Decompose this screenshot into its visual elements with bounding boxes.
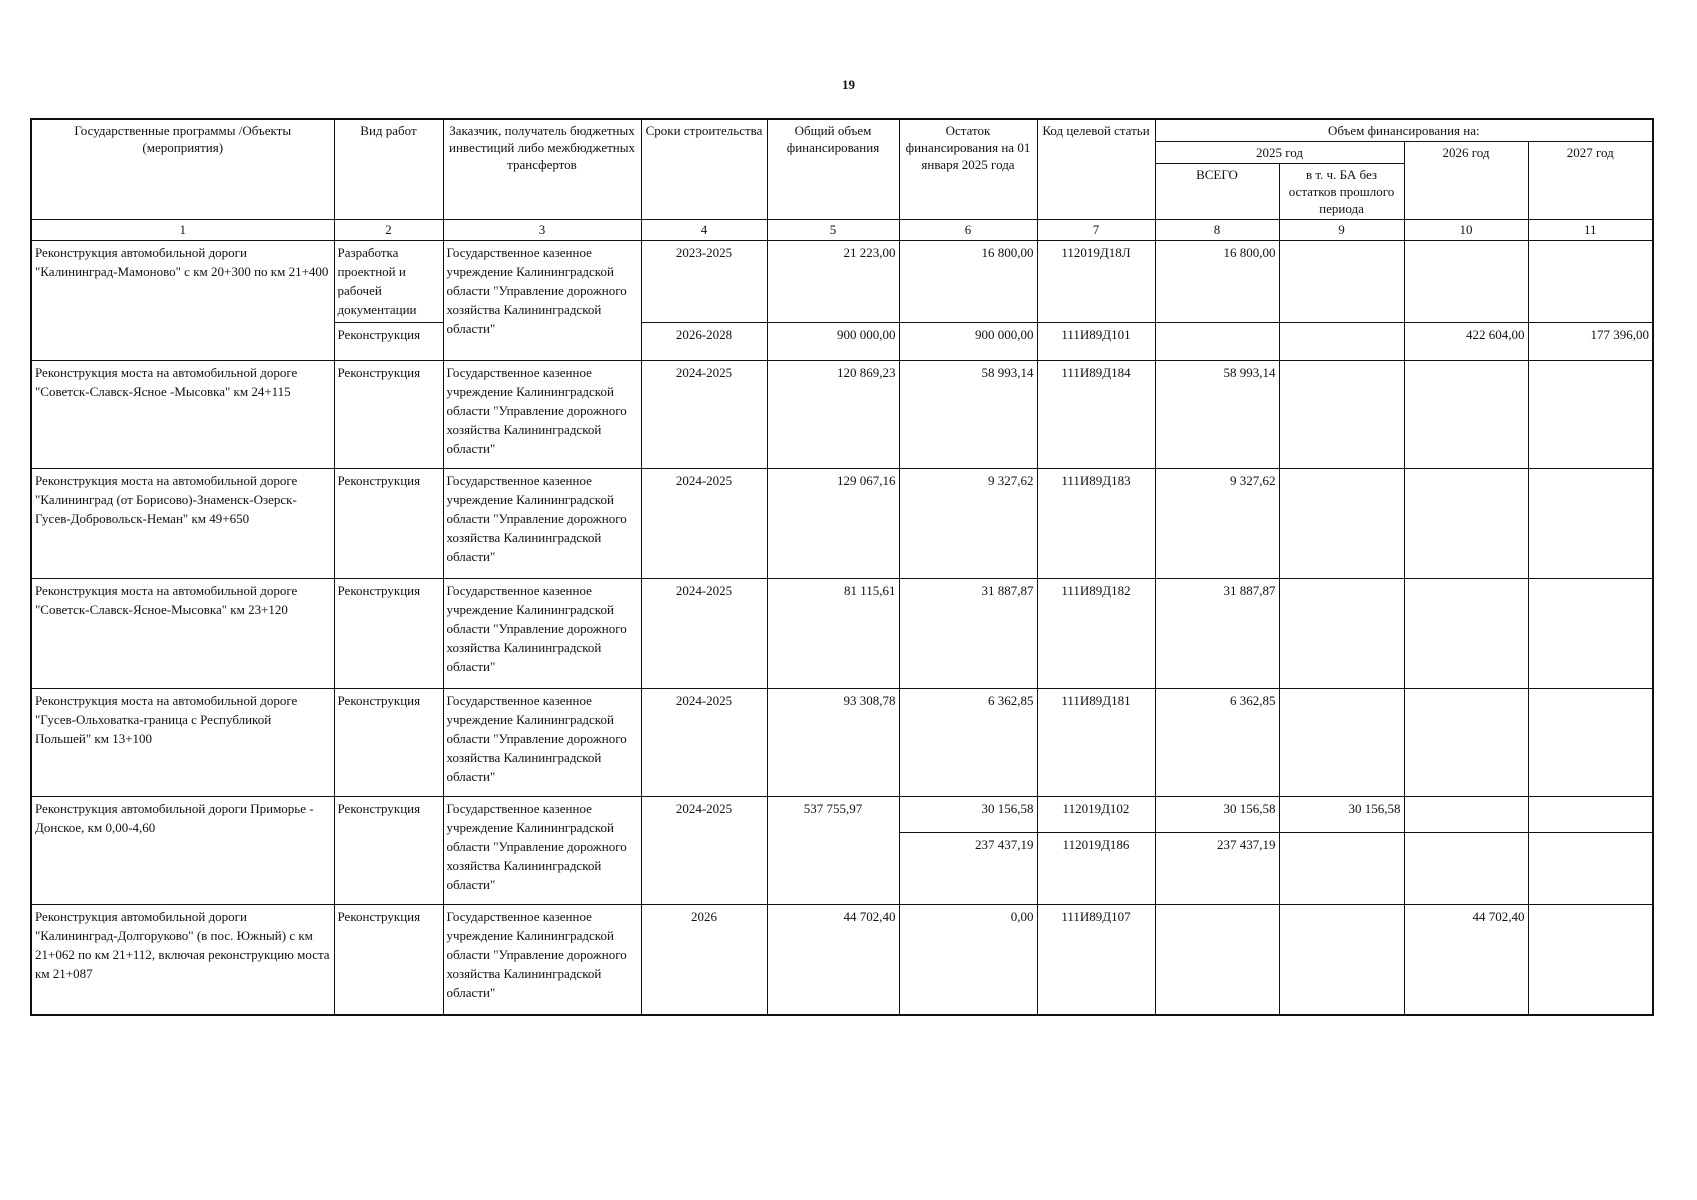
terms: 2024-2025 (641, 797, 767, 905)
work-type: Реконструкция (334, 579, 443, 689)
y2026 (1404, 797, 1528, 833)
y2025-total: 31 887,87 (1155, 579, 1279, 689)
header-funding-volume: Объем финансирования на: (1155, 119, 1653, 142)
customer-name: Государственное казенное учреждение Калининградской области "Управление дорожного хозяйства Калининградской области" (443, 469, 641, 579)
customer-name: Государственное казенное учреждение Калининградской области "Управление дорожного хозяйства Калининградской области" (443, 241, 641, 361)
remainder: 900 000,00 (899, 323, 1037, 361)
y2025-ba (1279, 579, 1404, 689)
y2025-ba: 30 156,58 (1279, 797, 1404, 833)
header-total: ВСЕГО (1155, 164, 1279, 220)
target-code: 111И89Д183 (1037, 469, 1155, 579)
column-number: 11 (1528, 220, 1653, 241)
object-name: Реконструкция автомобильной дороги "Калининград-Долгоруково" (в пос. Южный) с км 21+062 по км 21+112, включая реконструкцию моста км 21+087 (31, 905, 334, 1015)
target-code: 111И89Д101 (1037, 323, 1155, 361)
y2027 (1528, 797, 1653, 833)
object-name: Реконструкция автомобильной дороги Приморье - Донское, км 0,00-4,60 (31, 797, 334, 905)
y2025-ba (1279, 833, 1404, 905)
header-incl-ba: в т. ч. БА без остатков прошлого периода (1279, 164, 1404, 220)
target-code: 111И89Д181 (1037, 689, 1155, 797)
header-year-2025: 2025 год (1155, 142, 1404, 164)
y2026 (1404, 833, 1528, 905)
y2027 (1528, 241, 1653, 323)
total-volume: 21 223,00 (767, 241, 899, 323)
column-number: 10 (1404, 220, 1528, 241)
total-volume: 93 308,78 (767, 689, 899, 797)
y2025-total: 30 156,58 (1155, 797, 1279, 833)
column-number: 8 (1155, 220, 1279, 241)
terms: 2024-2025 (641, 689, 767, 797)
y2025-ba (1279, 689, 1404, 797)
header-total-volume: Общий объем финансирования (767, 119, 899, 220)
y2025-ba (1279, 469, 1404, 579)
remainder: 9 327,62 (899, 469, 1037, 579)
y2025-ba (1279, 323, 1404, 361)
object-name: Реконструкция моста на автомобильной дороге "Калининград (от Борисово)-Знаменск-Озерск-Гусев-Добровольск-Неман" км 49+650 (31, 469, 334, 579)
header-year-2027: 2027 год (1528, 142, 1653, 220)
header-remainder: Остаток финансирования на 01 января 2025 года (899, 119, 1037, 220)
table-row (31, 469, 1653, 579)
table-row (31, 689, 1653, 797)
remainder: 30 156,58 (899, 797, 1037, 833)
column-number: 9 (1279, 220, 1404, 241)
y2025-ba (1279, 905, 1404, 1015)
y2026 (1404, 469, 1528, 579)
header-target-code: Код целевой статьи (1037, 119, 1155, 220)
y2026 (1404, 689, 1528, 797)
y2025-total (1155, 905, 1279, 1015)
work-type: Реконструкция (334, 689, 443, 797)
total-volume: 120 869,23 (767, 361, 899, 469)
terms: 2023-2025 (641, 241, 767, 323)
terms: 2024-2025 (641, 579, 767, 689)
terms: 2026-2028 (641, 323, 767, 361)
column-numbers-row (31, 220, 1653, 241)
work-type: Разработка проектной и рабочей документации (334, 241, 443, 323)
total-volume: 81 115,61 (767, 579, 899, 689)
y2027: 177 396,00 (1528, 323, 1653, 361)
y2025-total: 16 800,00 (1155, 241, 1279, 323)
terms: 2026 (641, 905, 767, 1015)
header-work-type: Вид работ (334, 119, 443, 220)
customer-name: Государственное казенное учреждение Калининградской области "Управление дорожного хозяйства Калининградской области" (443, 797, 641, 905)
customer-name: Государственное казенное учреждение Калининградской области "Управление дорожного хозяйства Калининградской области" (443, 905, 641, 1015)
page-number: 19 (842, 77, 855, 92)
work-type: Реконструкция (334, 323, 443, 361)
y2025-total: 9 327,62 (1155, 469, 1279, 579)
column-number: 4 (641, 220, 767, 241)
object-name: Реконструкция моста на автомобильной дороге "Гусев-Ольховатка-граница с Республикой Польшей" км 13+100 (31, 689, 334, 797)
y2027 (1528, 905, 1653, 1015)
target-code: 111И89Д107 (1037, 905, 1155, 1015)
remainder: 16 800,00 (899, 241, 1037, 323)
work-type: Реконструкция (334, 361, 443, 469)
table-row (31, 361, 1653, 469)
target-code: 111И89Д184 (1037, 361, 1155, 469)
customer-name: Государственное казенное учреждение Калининградской области "Управление дорожного хозяйства Калининградской области" (443, 579, 641, 689)
y2026 (1404, 241, 1528, 323)
object-name: Реконструкция моста на автомобильной дороге "Советск-Славск-Ясное -Мысовка" км 24+115 (31, 361, 334, 469)
remainder: 58 993,14 (899, 361, 1037, 469)
y2027 (1528, 689, 1653, 797)
remainder: 0,00 (899, 905, 1037, 1015)
table-row (31, 797, 1653, 833)
y2025-total: 237 437,19 (1155, 833, 1279, 905)
column-number: 1 (31, 220, 334, 241)
terms: 2024-2025 (641, 361, 767, 469)
total-volume: 537 755,97 (767, 797, 899, 905)
y2027 (1528, 361, 1653, 469)
financing-table (30, 118, 1654, 1016)
header-programs: Государственные программы /Объекты (мероприятия) (31, 119, 334, 220)
table-row (31, 905, 1653, 1015)
remainder: 31 887,87 (899, 579, 1037, 689)
column-number: 7 (1037, 220, 1155, 241)
y2027 (1528, 579, 1653, 689)
table-row (31, 579, 1653, 689)
column-number: 2 (334, 220, 443, 241)
y2026: 422 604,00 (1404, 323, 1528, 361)
customer-name: Государственное казенное учреждение Калининградской области "Управление дорожного хозяйства Калининградской области" (443, 361, 641, 469)
header-terms: Сроки строительства (641, 119, 767, 220)
remainder: 6 362,85 (899, 689, 1037, 797)
table-row (31, 241, 1653, 323)
y2025-total: 58 993,14 (1155, 361, 1279, 469)
total-volume: 129 067,16 (767, 469, 899, 579)
total-volume: 44 702,40 (767, 905, 899, 1015)
target-code: 112019Д186 (1037, 833, 1155, 905)
header-customer: Заказчик, получатель бюджетных инвестиций либо межбюджетных трансфертов (443, 119, 641, 220)
target-code: 111И89Д182 (1037, 579, 1155, 689)
object-name: Реконструкция моста на автомобильной дороге "Советск-Славск-Ясное-Мысовка" км 23+120 (31, 579, 334, 689)
y2025-total: 6 362,85 (1155, 689, 1279, 797)
y2025-total (1155, 323, 1279, 361)
customer-name: Государственное казенное учреждение Калининградской области "Управление дорожного хозяйства Калининградской области" (443, 689, 641, 797)
total-volume: 900 000,00 (767, 323, 899, 361)
column-number: 6 (899, 220, 1037, 241)
y2026 (1404, 361, 1528, 469)
y2025-ba (1279, 361, 1404, 469)
work-type: Реконструкция (334, 469, 443, 579)
header-year-2026: 2026 год (1404, 142, 1528, 220)
y2027 (1528, 833, 1653, 905)
remainder: 237 437,19 (899, 833, 1037, 905)
y2026: 44 702,40 (1404, 905, 1528, 1015)
target-code: 112019Д18Л (1037, 241, 1155, 323)
y2025-ba (1279, 241, 1404, 323)
terms: 2024-2025 (641, 469, 767, 579)
work-type: Реконструкция (334, 797, 443, 905)
y2026 (1404, 579, 1528, 689)
work-type: Реконструкция (334, 905, 443, 1015)
column-number: 5 (767, 220, 899, 241)
object-name: Реконструкция автомобильной дороги "Калининград-Мамоново" с км 20+300 по км 21+400 (31, 241, 334, 361)
y2027 (1528, 469, 1653, 579)
target-code: 112019Д102 (1037, 797, 1155, 833)
column-number: 3 (443, 220, 641, 241)
